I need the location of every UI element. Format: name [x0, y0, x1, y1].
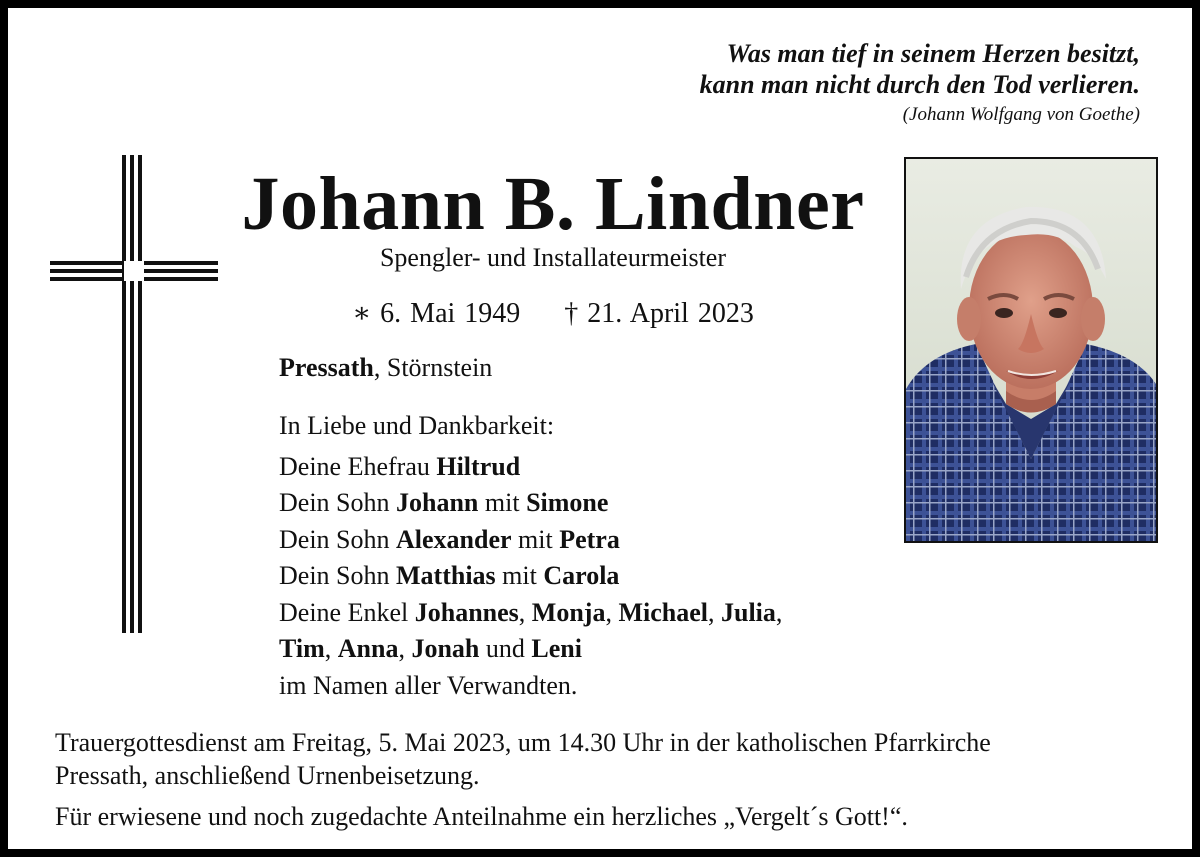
son-prefix: Dein Sohn — [279, 488, 396, 517]
service-line-1: Trauergottesdienst am Freitag, 5. Mai 2023, um 14.30 Uhr in der katholischen Pfarrkirche — [55, 728, 991, 757]
thanks-line: Für erwiesene und noch zugedachte Anteilnahme ein herzliches „Vergelt´s Gott!“. — [55, 802, 908, 831]
son-mid: mit — [511, 524, 560, 554]
wife-name: Hiltrud — [436, 451, 521, 481]
quote-line-1: Was man tief in seinem Herzen besitzt, — [726, 39, 1140, 68]
grandchild-name: Anna — [337, 634, 399, 663]
son-name: Johann — [396, 488, 479, 517]
grandchildren-conjunction: und — [479, 634, 532, 663]
town: Pressath — [279, 353, 374, 382]
son-prefix: Dein Sohn — [279, 561, 396, 590]
quote-author: (Johann Wolfgang von Goethe) — [902, 104, 1140, 125]
son-prefix: Dein Sohn — [279, 524, 396, 554]
grandchild-name: Tim — [279, 634, 325, 663]
grandchildren-line-2: Tim, Anna, Jonah und Leni — [279, 634, 582, 663]
wife-line — [279, 449, 782, 486]
wife-prefix: Deine Ehefrau — [279, 451, 437, 481]
place-of-residence — [279, 351, 492, 385]
grandchild-name: Jonah — [411, 634, 480, 663]
grandchildren-prefix: Deine Enkel — [279, 597, 415, 627]
grandchild-name: Julia — [720, 597, 776, 627]
son-partner: Carola — [543, 561, 620, 590]
birth-star-icon: ∗ — [352, 298, 372, 329]
service-line-2: Pressath, anschließend Urnenbeisetzung. — [55, 761, 480, 790]
family-intro: In Liebe und Dankbarkeit: — [279, 411, 555, 440]
quote-line-2: kann man nicht durch den Tod verlieren. — [699, 70, 1140, 99]
grandchild-name: Monja — [531, 597, 606, 627]
goethe-quote — [700, 38, 1140, 127]
son-line — [279, 522, 782, 559]
grandchild-name: Johannes — [414, 597, 519, 627]
life-dates — [203, 296, 903, 332]
cross-icon — [50, 155, 218, 633]
son-line — [279, 558, 782, 595]
son-partner: Petra — [559, 524, 620, 554]
birth-date: 6. Mai 1949 — [380, 298, 521, 329]
son-partner: Simone — [526, 488, 609, 517]
deceased-name: Johann B. Lindner — [241, 162, 865, 246]
son-name: Matthias — [396, 561, 496, 590]
death-dagger-icon: † — [564, 298, 579, 329]
grandchild-name: Leni — [531, 634, 582, 663]
profession: Spengler- und Installateurmeister — [379, 243, 727, 272]
family-list — [279, 408, 782, 704]
son-mid: mit — [478, 488, 527, 517]
son-line — [279, 485, 782, 522]
portrait-photo — [904, 157, 1158, 543]
son-mid: mit — [495, 561, 544, 590]
grandchildren-line-1: Deine Enkel Johannes, Monja, Michael, Julia, — [279, 597, 783, 627]
family-closing: im Namen aller Verwandten. — [279, 670, 578, 700]
grandchild-name: Michael — [618, 597, 708, 627]
place-rest: , Störnstein — [373, 353, 493, 382]
death-date: 21. April 2023 — [587, 298, 754, 329]
funeral-service-info — [55, 726, 1165, 792]
son-name: Alexander — [396, 524, 512, 554]
